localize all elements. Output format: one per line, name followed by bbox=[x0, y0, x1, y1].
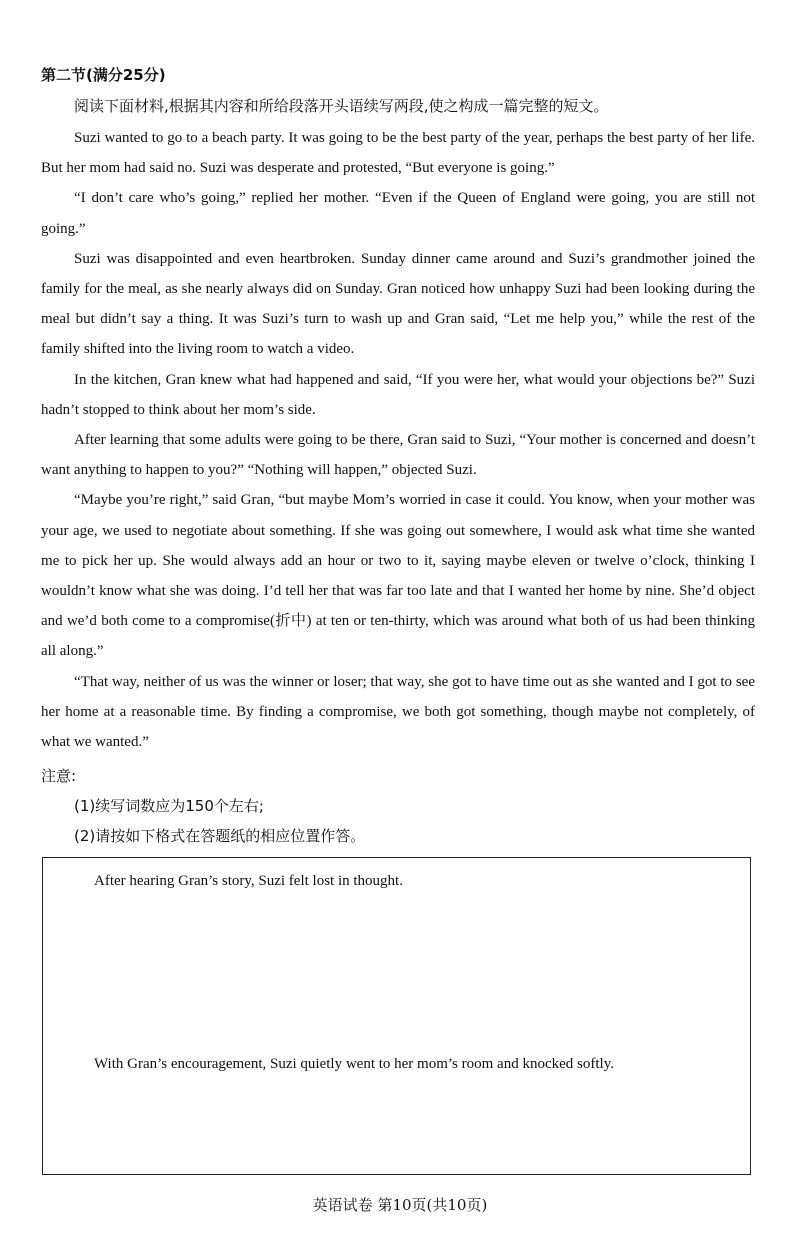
notes-label: 注意: bbox=[41, 767, 77, 785]
answer-box bbox=[42, 857, 751, 1175]
passage-paragraph: “Maybe you’re right,” said Gran, “but maybe Mom’s worried in case it could. You know, when your mother was your age, we used to negotiate about something. If she was going out somewhere, I would ask what time she wanted me to pick her up. She would always add an hour or two to it, saying maybe eleven or twelve o’clock, thinking I wouldn’t know what she was doing. I’d tell her that was far too late and that I wanted her home by nine. She’d object and we’d both come to a compromise(折中) at ten or ten-thirty, which was around what both of us had been thinking all along.” bbox=[41, 492, 755, 660]
passage-paragraph: “That way, neither of us was the winner or loser; that way, she got to have time out as she wanted and I got to see her home at a reasonable time. By finding a compromise, we both got something, though maybe not completely, of what we wanted.” bbox=[41, 673, 755, 751]
passage-paragraph: In the kitchen, Gran knew what had happened and said, “If you were her, what would your objections be?” Suzi hadn’t stopped to think about her mom’s side. bbox=[41, 371, 755, 418]
passage-paragraph: Suzi wanted to go to a beach party. It was going to be the best party of the year, perhaps the best party of her life. But her mom had said no. Suzi was desperate and protested, “But everyone is going.” bbox=[41, 130, 755, 177]
page-footer: 英语试卷 第10页(共10页) bbox=[312, 1196, 488, 1214]
section-title: 第二节(满分25分) bbox=[41, 66, 166, 84]
continuation-prompt-2: With Gran’s encouragement, Suzi quietly went to her mom’s room and knocked softly. bbox=[94, 1056, 614, 1072]
note-item-word-count: (1)续写词数应为150个左右; bbox=[74, 797, 264, 815]
passage-paragraph: Suzi was disappointed and even heartbroken. Sunday dinner came around and Suzi’s grandmother joined the family for the meal, as she nearly always did on Sunday. Gran noticed how unhappy Suzi had been looking during the meal but didn’t say a thing. It was Suzi’s turn to wash up and Gran said, “Let me help you,” while the rest of the family shifted into the living room to watch a video. bbox=[41, 250, 755, 358]
reading-passage bbox=[41, 123, 755, 757]
continuation-prompt-1: After hearing Gran’s story, Suzi felt lost in thought. bbox=[94, 873, 403, 889]
passage-paragraph: “I don’t care who’s going,” replied her mother. “Even if the Queen of England were going, you are still not going.” bbox=[41, 190, 755, 237]
passage-paragraph: After learning that some adults were going to be there, Gran said to Suzi, “Your mother is concerned and doesn’t want anything to happen to you?” “Nothing will happen,” objected Suzi. bbox=[41, 432, 755, 479]
note-item-format: (2)请按如下格式在答题纸的相应位置作答。 bbox=[74, 827, 366, 845]
instruction-text: 阅读下面材料,根据其内容和所给段落开头语续写两段,使之构成一篇完整的短文。 bbox=[74, 97, 609, 115]
